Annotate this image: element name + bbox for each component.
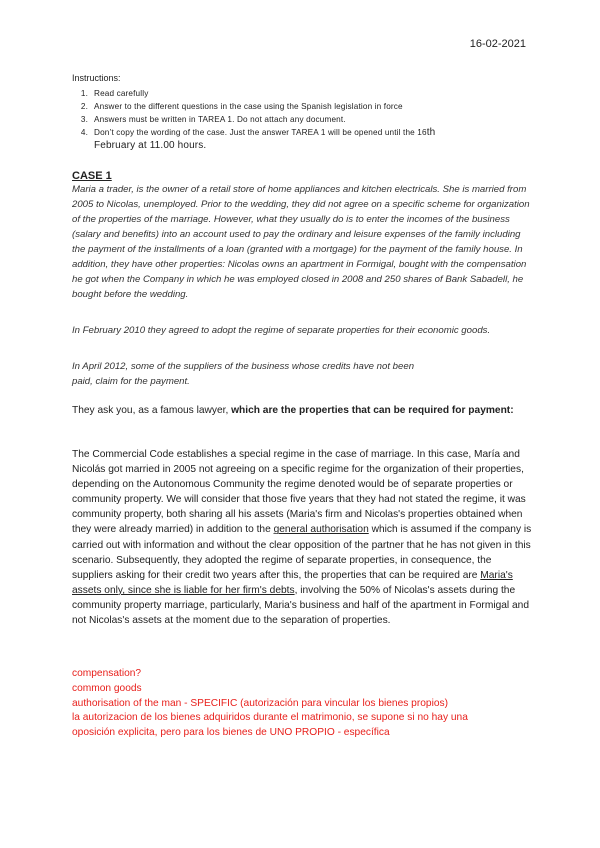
instruction-text: Answers must be written in TAREA 1. Do not attach any document. — [94, 115, 346, 124]
answer-underline-marias-assets: Maria's assets only, since she is liable for her firm's debts — [72, 569, 513, 596]
instruction-number: 3. — [80, 115, 88, 124]
answer — [72, 447, 534, 628]
note-line: common goods — [72, 682, 142, 694]
case-title: CASE 1 — [72, 170, 112, 182]
instruction-text: Read carefully — [94, 89, 149, 98]
note-line: oposición explicita, pero para los bienes de UNO PROPIO - específica — [72, 727, 390, 739]
case-paragraph-3-line-1: In April 2012, some of the suppliers of the business whose credits have not been — [72, 361, 415, 372]
question-intro: They ask you, as a famous lawyer, — [72, 405, 232, 416]
case-paragraph-2: In February 2010 they agreed to adopt the regime of separate properties for their economic goods. — [72, 325, 491, 336]
instructions-list — [72, 87, 532, 152]
case-paragraph-3-line-2: paid, claim for the payment. — [72, 376, 190, 387]
document-date: 16-02-2021 — [469, 38, 526, 50]
answer-part-3: , involving the 50% of Nicolas's assets during the community property marriage, particularly, Maria's business and half of the apartment in Formigal and not Nicolas's assets at the moment due to the separation of properties. — [72, 584, 529, 627]
instructions-title: Instructions: — [72, 73, 121, 83]
instruction-item — [72, 87, 532, 100]
instruction-continuation: February at 11.00 hours. — [94, 140, 207, 151]
case-paragraph-1: Maria a trader, is the owner of a retail store of home appliances and kitchen electricals. She is married from 2005 to Nicolas, unemployed. Prior to the wedding, they did not agree on a specific scheme for organization of the properties of the marriage. However, what they usually do is to enter the incomes of the business (salary and benefits) into an account used to pay the ordinary and leisure expenses of the family including the payment of the installments of a loan (granted with a mortgage) for the payment of the family house. In addition, they have other properties: Nicolas owns an apartment in Formigal, bought with the compensation he got when the Company in which he was employed closed in 2008 and 250 shares of Bank Sabadell, he bought before the wedding. — [72, 184, 530, 300]
note-line: compensation? — [72, 668, 142, 679]
answer-part-2: which is assumed if the company is carried out with information and without the clear opposition of the partner that he has not given in this scenario. Subsequently, they adopted the regime of separate properties, in consequence, the suppliers asking for their credit two years after this, the properties that can be required are — [72, 524, 532, 581]
instruction-number: 4. — [80, 128, 88, 137]
notes — [72, 667, 542, 741]
instruction-superscript: th — [426, 127, 436, 138]
instruction-item — [72, 113, 532, 126]
case-paragraph-3 — [72, 359, 534, 389]
instruction-item — [72, 126, 532, 152]
instruction-text: Answer to the different questions in the case using the Spanish legislation in force — [94, 102, 403, 111]
answer-underline-general-authorisation: general authorisation — [273, 524, 369, 536]
note-line: la autorizacion de los bienes adquiridos durante el matrimonio, se supone si no hay una — [72, 712, 468, 724]
instruction-number: 2. — [80, 102, 88, 111]
note-line: authorisation of the man - SPECIFIC (autorización para vincular los bienes propios) — [72, 697, 448, 709]
instruction-text: Don’t copy the wording of the case. Just the answer TAREA 1 will be opened until the 16 — [94, 128, 427, 137]
answer-part-1: The Commercial Code establishes a special regime in the case of marriage. In this case, María and Nicolás got married in 2005 not agreeing on a specific regime for the organization of their properties, depending on the Autonomous Community the regime denoted would be of separate properties or community property. We will consider that those five years that they had not stated the regime, it was community property, both sharing all his assets (Maria's firm and Nicolas's properties obtained when they were already married) in addition to the — [72, 449, 526, 536]
question — [72, 403, 534, 418]
instruction-item — [72, 100, 532, 113]
instruction-number: 1. — [80, 89, 88, 98]
question-bold: which are the properties that can be required for payment: — [231, 405, 514, 416]
